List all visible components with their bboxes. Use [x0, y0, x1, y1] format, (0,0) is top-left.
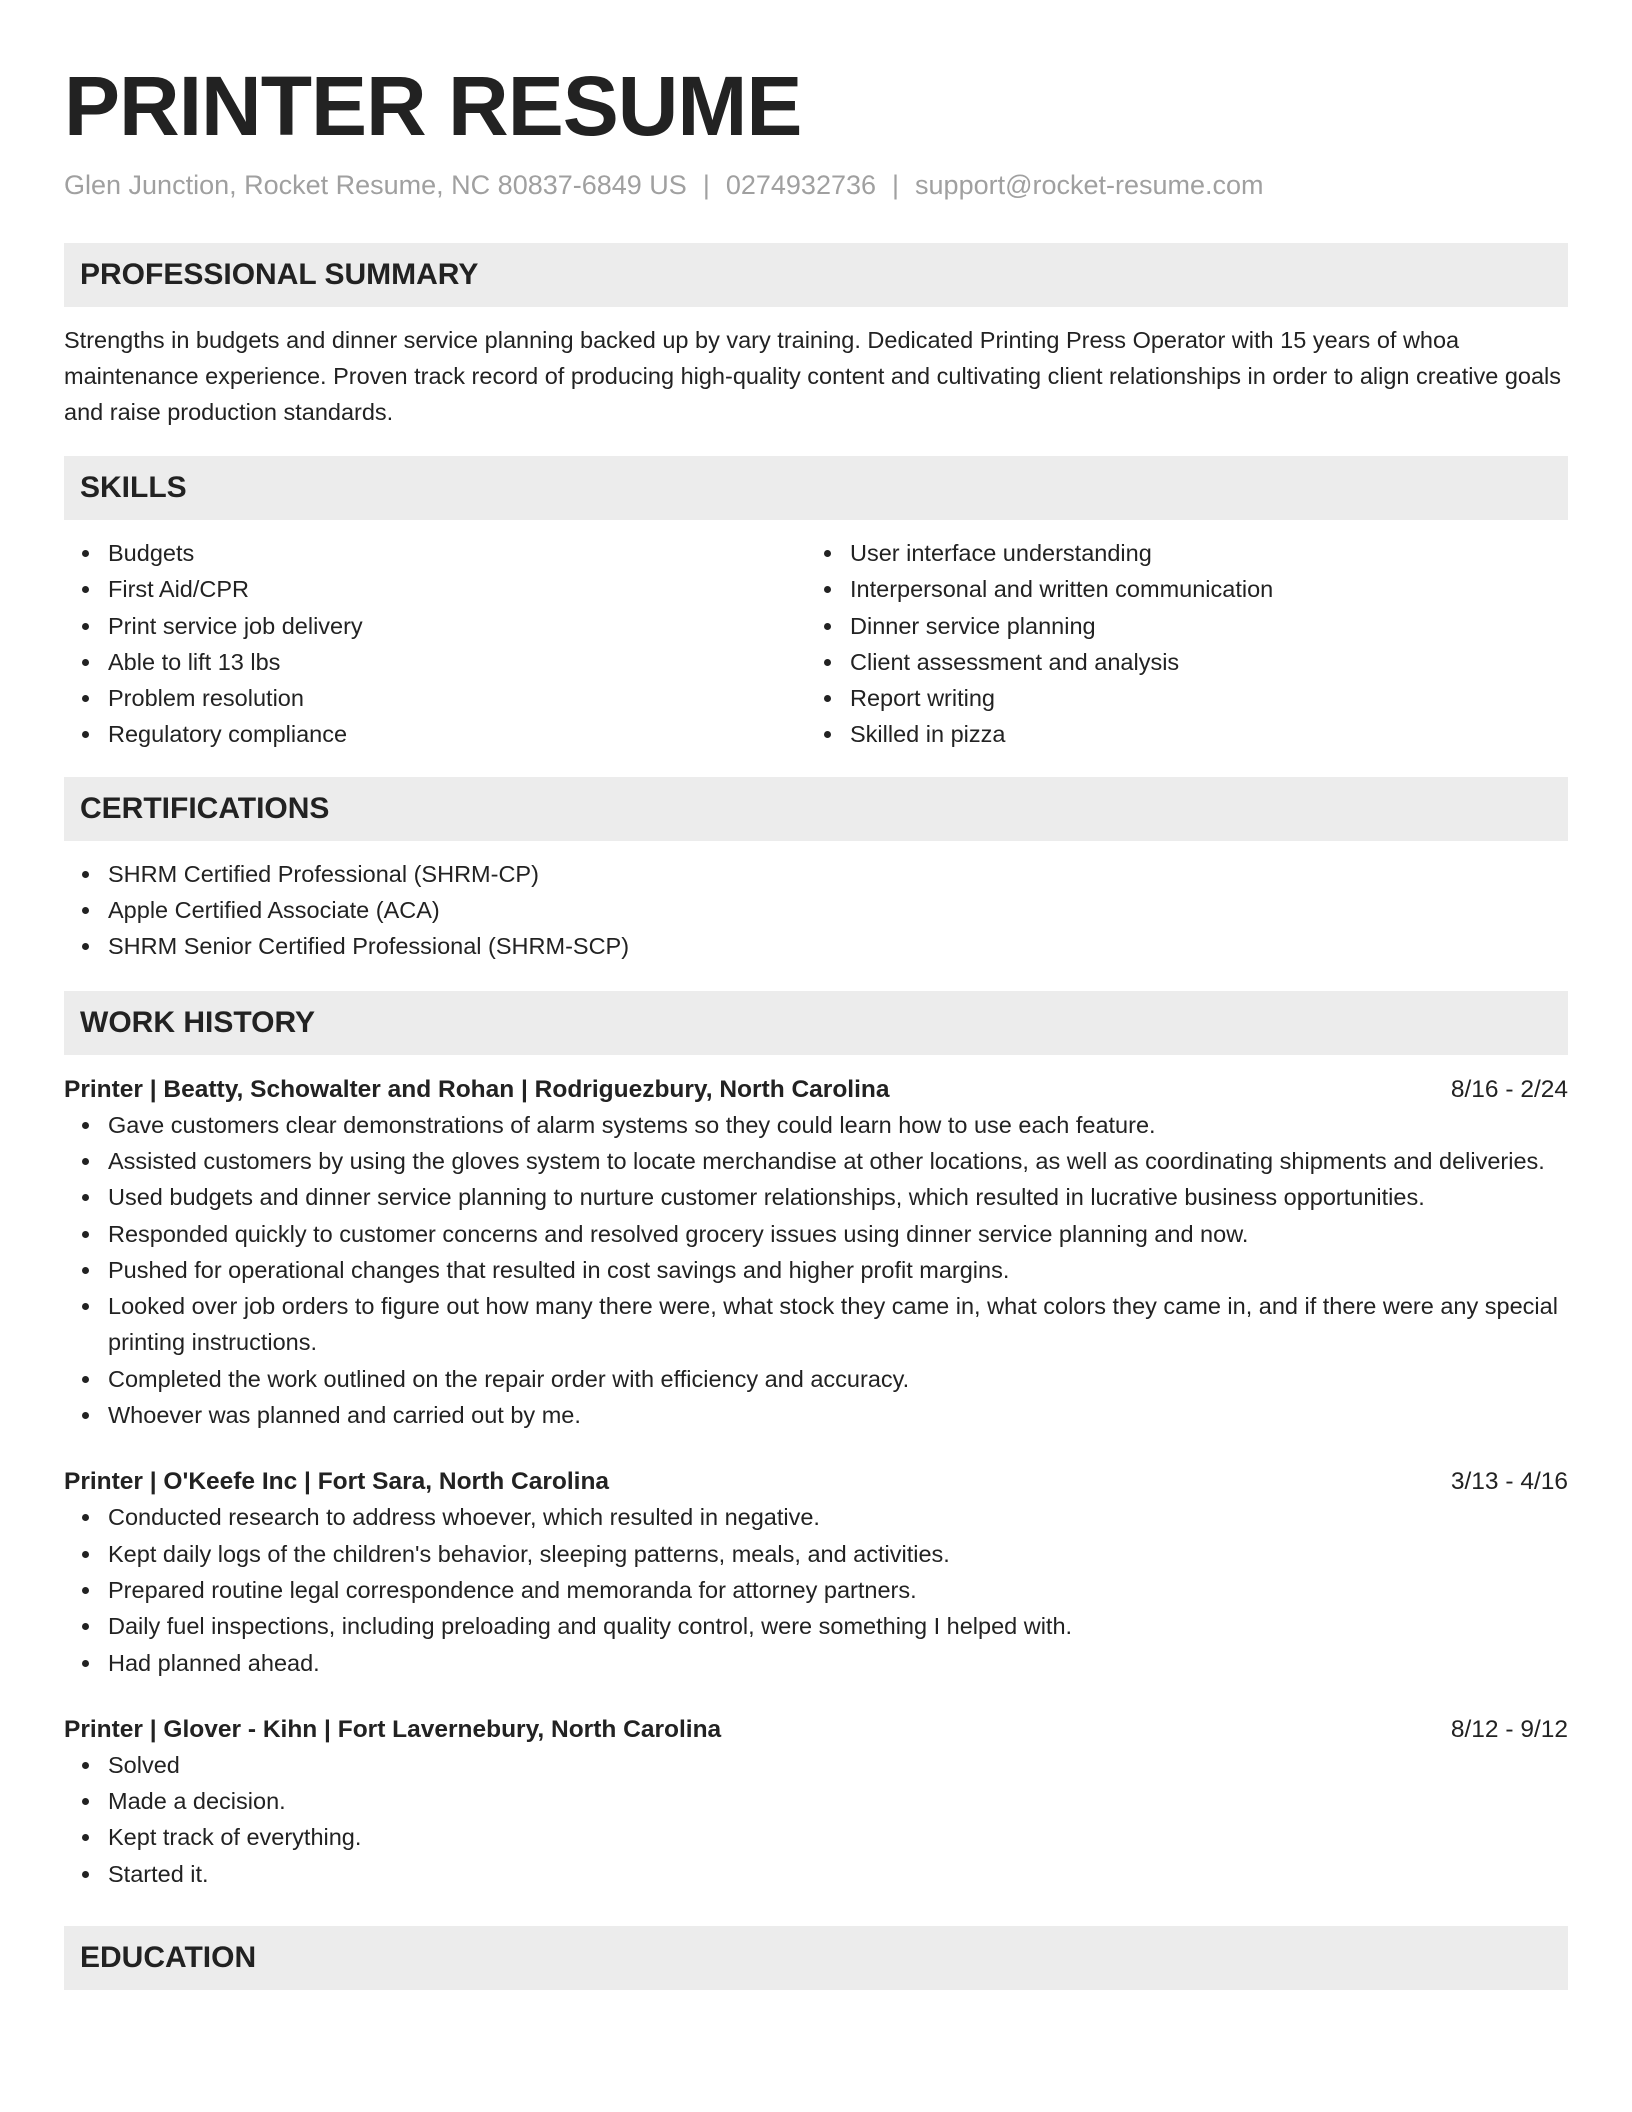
skills-columns — [64, 535, 1568, 753]
section-heading-skills: SKILLS — [64, 456, 1568, 520]
job-duty: Used budgets and dinner service planning to nurture customer relationships, which resulted in lucrative business opportunities. — [64, 1179, 1568, 1215]
job-header — [64, 1713, 1568, 1747]
job-duty: Had planned ahead. — [64, 1645, 1568, 1681]
resume-title: PRINTER RESUME — [64, 59, 802, 153]
job-duties-list — [64, 1499, 1568, 1680]
job-duty: Whoever was planned and carried out by me. — [64, 1397, 1568, 1433]
skill-item: Budgets — [64, 535, 806, 571]
contact-email: support@rocket-resume.com — [915, 170, 1264, 200]
certification-item: SHRM Senior Certified Professional (SHRM-SCP) — [64, 928, 1568, 964]
job-duty: Looked over job orders to figure out how many there were, what stock they came in, what colors they came in, and if there were any special printing instructions. — [64, 1288, 1568, 1361]
skill-item: Client assessment and analysis — [806, 644, 1548, 680]
contact-separator: | — [892, 170, 900, 200]
job-duty: Made a decision. — [64, 1783, 1568, 1819]
job-title: Printer | Glover - Kihn | Fort Lavernebury, North Carolina — [64, 1715, 722, 1743]
job-duty: Gave customers clear demonstrations of alarm systems so they could learn how to use each feature. — [64, 1107, 1568, 1143]
job-duty: Kept track of everything. — [64, 1819, 1568, 1855]
job-duty: Prepared routine legal correspondence and memoranda for attorney partners. — [64, 1572, 1568, 1608]
job-header — [64, 1073, 1568, 1107]
job-title: Printer | O'Keefe Inc | Fort Sara, North Carolina — [64, 1468, 610, 1496]
job-duty: Solved — [64, 1747, 1568, 1783]
contact-line — [64, 168, 1568, 202]
skills-left-list — [64, 535, 806, 753]
skill-item: Skilled in pizza — [806, 716, 1548, 752]
skill-item: Regulatory compliance — [64, 716, 806, 752]
certifications-list — [64, 856, 1568, 965]
skill-item: Print service job delivery — [64, 608, 806, 644]
job-duties-list — [64, 1107, 1568, 1434]
skill-item: Interpersonal and written communication — [806, 571, 1548, 607]
job-duty: Responded quickly to customer concerns and resolved grocery issues using dinner service planning and now. — [64, 1216, 1568, 1252]
job-entry — [64, 1713, 1568, 1892]
skill-item: Problem resolution — [64, 680, 806, 716]
job-duty: Conducted research to address whoever, which resulted in negative. — [64, 1499, 1568, 1535]
section-heading-certifications: CERTIFICATIONS — [64, 777, 1568, 841]
skill-item: First Aid/CPR — [64, 571, 806, 607]
summary-text: Strengths in budgets and dinner service planning backed up by vary training. Dedicated Printing Press Operator with 15 years of whoa maintenance experience. Proven track record of producing high-quality content and cultivating client relationships in order to align creative goals and raise production standards. — [64, 327, 1562, 425]
section-heading-work-history: WORK HISTORY — [64, 991, 1568, 1055]
skill-item: Report writing — [806, 680, 1548, 716]
contact-separator: | — [702, 170, 710, 200]
job-header — [64, 1465, 1568, 1499]
contact-phone: 0274932736 — [725, 170, 877, 200]
certification-item: Apple Certified Associate (ACA) — [64, 892, 1568, 928]
job-dates: 8/12 - 9/12 — [1450, 1715, 1568, 1743]
job-entry — [64, 1073, 1568, 1434]
section-heading-education: EDUCATION — [64, 1926, 1568, 1990]
job-duties-list — [64, 1747, 1568, 1892]
skill-item: Able to lift 13 lbs — [64, 644, 806, 680]
job-dates: 8/16 - 2/24 — [1450, 1075, 1568, 1103]
skills-right-list — [806, 535, 1548, 753]
job-duty: Daily fuel inspections, including preloading and quality control, were something I helped with. — [64, 1608, 1568, 1644]
contact-address: Glen Junction, Rocket Resume, NC 80837-6849 US — [64, 170, 687, 200]
job-duty: Completed the work outlined on the repair order with efficiency and accuracy. — [64, 1361, 1568, 1397]
job-entry — [64, 1465, 1568, 1680]
job-duty: Pushed for operational changes that resulted in cost savings and higher profit margins. — [64, 1252, 1568, 1288]
job-title: Printer | Beatty, Schowalter and Rohan | Rodriguezbury, North Carolina — [64, 1075, 890, 1103]
job-duty: Started it. — [64, 1856, 1568, 1892]
skill-item: User interface understanding — [806, 535, 1548, 571]
skill-item: Dinner service planning — [806, 608, 1548, 644]
section-heading-summary: PROFESSIONAL SUMMARY — [64, 243, 1568, 307]
job-duty: Assisted customers by using the gloves system to locate merchandise at other locations, as well as coordinating shipments and deliveries. — [64, 1143, 1568, 1179]
certification-item: SHRM Certified Professional (SHRM-CP) — [64, 856, 1568, 892]
job-duty: Kept daily logs of the children's behavior, sleeping patterns, meals, and activities. — [64, 1536, 1568, 1572]
job-dates: 3/13 - 4/16 — [1450, 1468, 1568, 1496]
